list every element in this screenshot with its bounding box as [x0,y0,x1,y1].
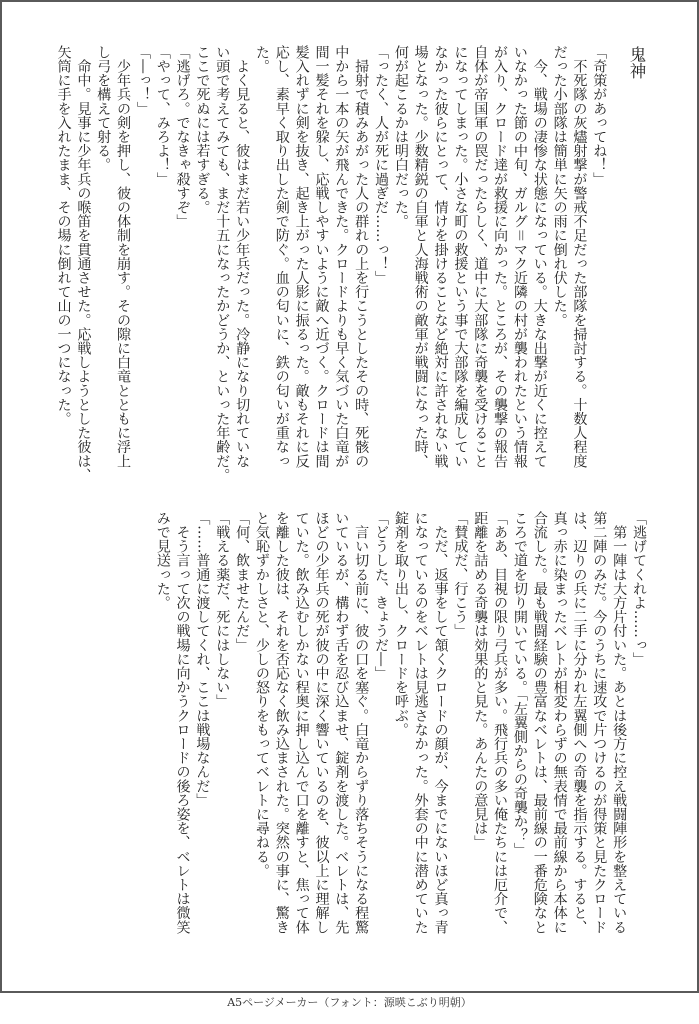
text-line: 何が起こるかは明白だった。 [392,45,409,229]
text-line: 真っ赤に染まったベレトが相変わらずの無表情で最前線から本体に [551,511,568,934]
text-line: 第二陣のみだ。今のうちに速攻で片つけるのが得策と見たクロード [591,511,608,934]
text-line: 「ったく、人が死に過ぎだ……っ！」 [373,45,390,285]
text-line: 「逃げろ。でなきゃ殺すぞ」 [174,45,191,229]
text-line: 不死隊の灰燼射撃が警戒不足だった部隊を掃討する。十数人程度 [571,45,588,468]
text-line: い頭で考えてみても、まだ十五になったかどうか、といった年齢だ。 [214,45,231,483]
text-line: た。 [253,45,270,74]
text-line: いなかった節の中旬、ガルグ＝マク近隣の村が襲われたという情報 [511,45,528,468]
text-line: ていた。飲み込むしかない程奥に押し込んで口を離すと、焦って体 [293,511,310,934]
text-line: ただ、返事をして頷くクロードの顔が、今までにないほど真っ青 [432,511,449,934]
text-line: 「……普通に渡してくれ、ここは戦場なんだ」 [194,511,211,808]
text-line: 錠剤を取り出し、クロードを呼ぶ。 [392,511,409,737]
text-line: 応し、素早く取り出した剣で防ぐ。血の匂いに、鉄の匂いが重なっ [273,45,290,468]
text-section-bottom [152,511,648,934]
text-line: 「―っ！」 [134,45,151,116]
text-line: 髪入れずに剣を抜き、起き上がった人影に振るった。敵もそれに反 [293,45,310,468]
text-line: ほどの少年兵の死が彼の中に深く響いているのを、彼以上に理解し [313,511,330,934]
text-line: そう言って次の戦場に向かうクロードの後ろ姿を、ベレトは微笑 [174,511,191,934]
text-line: 「ああ、目視の限り弓兵が多い。飛行兵の多い俺たちには厄介で、 [492,511,509,934]
text-line: 言い切る前に、彼の口を塞ぐ。白竜からずり落ちそうになる程驚 [353,511,370,934]
text-line: 合流した。最も戦闘経験の豊富なベレトは、最前線の一番危険なと [531,511,548,934]
text-line: 中から一本の矢が飛んできた。クロードよりも早く気づいた白竜が [333,45,350,468]
text-line: よく見ると、彼はまだ若い少年兵だった。冷静になり切れていな [234,45,251,468]
text-line: だった小部隊は簡単に矢の雨に倒れ伏した。 [551,45,568,327]
page-footer: A5ページメーカー（フォント：源暎こぶり明朝） [227,996,472,1009]
text-line: 間一髪それを躱し、応戦しやすいように敵へ近づく。クロードは間 [313,45,330,468]
text-line: 掃射で積みあがった人の群れの上を行こうとしたその時、死骸の [353,45,370,468]
text-line: し弓を構えて射る。 [95,45,112,172]
text-line: みで見送った。 [154,511,171,610]
text-line: なかった彼らにとって、情けを掛けることなど絶対に許されない戦 [432,45,449,468]
text-line: 「戦える薬だ、死にはしない」 [214,511,231,709]
text-line: 「奇策があってね！」 [591,45,608,186]
text-line: 「逃げてくれよ……っ」 [631,511,647,667]
text-line: 「やって、みろよ！」 [154,45,171,186]
text-section-top [53,45,648,483]
text-line: になってしまった。小さな町の救援という事で大部隊を編成してい [452,45,469,468]
text-line: 距離を詰める奇襲は効果的と見た。あんたの意見は」 [472,511,489,850]
text-line: 少年兵の剣を押し、彼の体制を崩す。その隙に白竜とともに浮上 [115,45,132,468]
text-line: 「何、飲ませたんだ」 [234,511,251,652]
text-line: ここで死ぬには若すぎる。 [194,45,211,215]
text-line: は、辺りの兵に二手に分かれ左翼側への奇襲を指示する。すると、 [571,511,588,934]
text-line: が入り、クロード達が救援に向かった。ところが、その襲撃の報告 [492,45,509,468]
text-line: 第一陣は大方片付いた。あとは後方に控え戦闘陣形を整えている [611,511,628,934]
text-line: 今、戦場の凄惨な状態になっている。大きな出撃が近くに控えて [531,45,548,468]
text-line: 命中。見事に少年兵の喉笛を貫通させた。応戦しようとした彼は、 [75,45,92,483]
text-line: を離した彼は、それを否応なく飲み込まされた。突然の事に、驚き [273,511,290,934]
text-line: 場となった。少数精鋭の自軍と人海戦術の敵軍が戦闘になった時、 [412,45,429,468]
text-line: 矢筒に手を入れたまま、その場に倒れて山の一つになった。 [55,45,72,426]
text-line: と気恥ずかしさと、少しの怒りをもってベレトに尋ねる。 [253,511,270,878]
text-line: になっているのをベレトは見逃さなかった。外套の中に潜めていた [412,511,429,934]
text-line: 「賛成だ、行こう」 [452,511,469,638]
text-line: 「どうした、きょうだ―」 [373,511,390,681]
text-line: 自体が帝国軍の罠だったらしく、道中に大部隊に奇襲を受けること [472,45,489,468]
text-line: ころで道を切り開いている。「左翼側からの奇襲か？」 [511,511,528,857]
text-line: いているが、構わず舌を忍び込ませ、錠剤を渡した。ベレトは、先 [333,511,350,934]
chapter-title: 鬼神 [627,46,646,79]
